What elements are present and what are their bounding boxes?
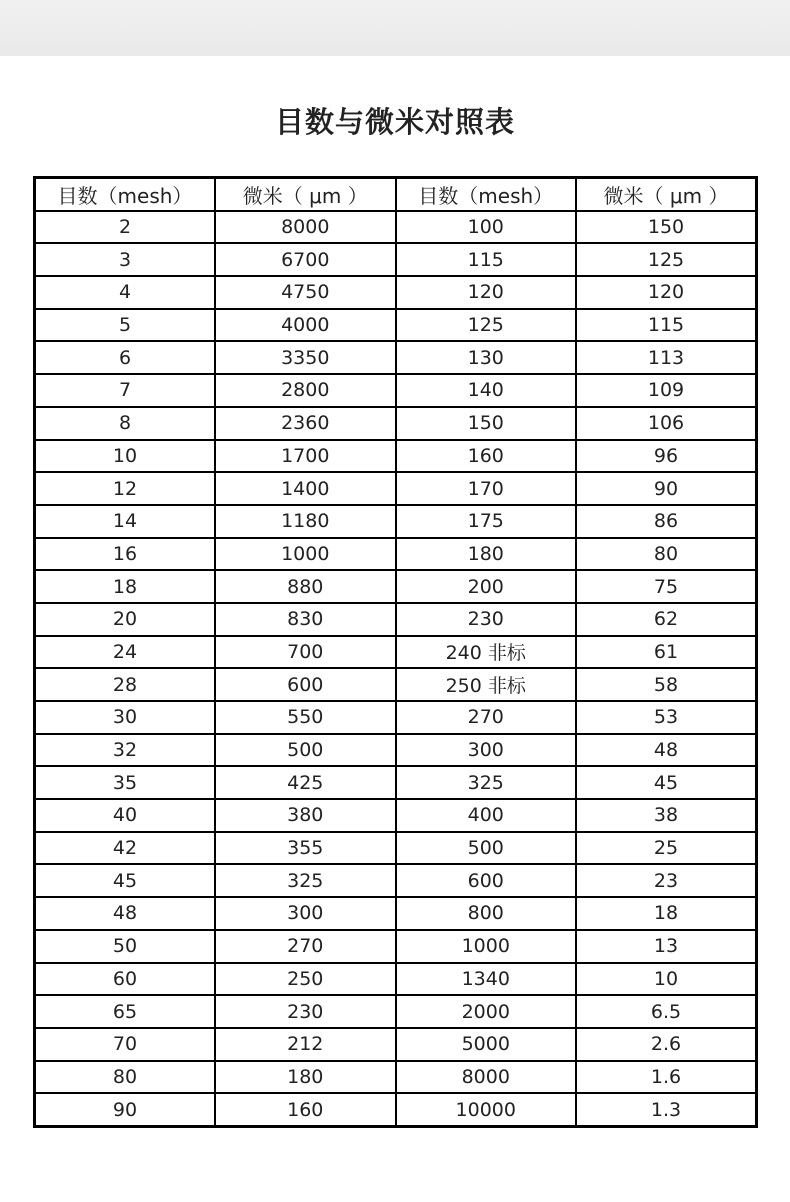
cell-mesh-left: 4 xyxy=(35,276,216,309)
table-row xyxy=(35,963,757,996)
cell-mesh-left: 14 xyxy=(35,505,216,538)
cell-micron-left: 4750 xyxy=(215,276,396,309)
header-micron-right: 微米（ μm ） xyxy=(576,178,757,211)
cell-micron-right: 75 xyxy=(576,570,757,603)
cell-mesh-left: 35 xyxy=(35,766,216,799)
table-row xyxy=(35,440,757,473)
cell-micron-right: 96 xyxy=(576,440,757,473)
cell-micron-right: 109 xyxy=(576,374,757,407)
top-banner-band xyxy=(0,0,790,56)
cell-micron-right: 25 xyxy=(576,832,757,865)
cell-mesh-left: 12 xyxy=(35,472,216,505)
cell-micron-right: 80 xyxy=(576,538,757,571)
cell-mesh-right: 600 xyxy=(396,864,577,897)
table-row xyxy=(35,701,757,734)
table-row xyxy=(35,505,757,538)
cell-micron-left: 1000 xyxy=(215,538,396,571)
cell-micron-right: 2.6 xyxy=(576,1028,757,1061)
table-row xyxy=(35,832,757,865)
cell-mesh-right: 5000 xyxy=(396,1028,577,1061)
cell-mesh-left: 90 xyxy=(35,1093,216,1126)
table-row xyxy=(35,930,757,963)
cell-micron-left: 1700 xyxy=(215,440,396,473)
table-row xyxy=(35,309,757,342)
cell-mesh-left: 80 xyxy=(35,1061,216,1094)
table-header-row xyxy=(35,178,757,211)
cell-mesh-right: 1340 xyxy=(396,963,577,996)
cell-mesh-right: 150 xyxy=(396,407,577,440)
cell-micron-left: 4000 xyxy=(215,309,396,342)
table-row xyxy=(35,995,757,1028)
cell-micron-right: 86 xyxy=(576,505,757,538)
cell-mesh-left: 42 xyxy=(35,832,216,865)
table-row xyxy=(35,243,757,276)
cell-micron-right: 115 xyxy=(576,309,757,342)
cell-micron-left: 300 xyxy=(215,897,396,930)
cell-mesh-right: 125 xyxy=(396,309,577,342)
cell-micron-right: 150 xyxy=(576,211,757,244)
cell-mesh-left: 45 xyxy=(35,864,216,897)
cell-mesh-left: 7 xyxy=(35,374,216,407)
cell-micron-right: 10 xyxy=(576,963,757,996)
table-row xyxy=(35,407,757,440)
cell-micron-right: 45 xyxy=(576,766,757,799)
cell-mesh-right: 115 xyxy=(396,243,577,276)
table-row xyxy=(35,1028,757,1061)
table-row xyxy=(35,570,757,603)
table-row xyxy=(35,538,757,571)
cell-micron-left: 3350 xyxy=(215,341,396,374)
table-row xyxy=(35,864,757,897)
cell-micron-left: 230 xyxy=(215,995,396,1028)
cell-mesh-left: 6 xyxy=(35,341,216,374)
cell-mesh-right: 800 xyxy=(396,897,577,930)
cell-micron-left: 8000 xyxy=(215,211,396,244)
table-row xyxy=(35,636,757,669)
cell-mesh-right: 200 xyxy=(396,570,577,603)
cell-micron-left: 355 xyxy=(215,832,396,865)
cell-micron-right: 90 xyxy=(576,472,757,505)
cell-mesh-right: 240 非标 xyxy=(396,636,577,669)
cell-mesh-left: 8 xyxy=(35,407,216,440)
cell-micron-left: 212 xyxy=(215,1028,396,1061)
cell-micron-right: 125 xyxy=(576,243,757,276)
cell-micron-left: 830 xyxy=(215,603,396,636)
cell-micron-right: 53 xyxy=(576,701,757,734)
cell-micron-right: 58 xyxy=(576,668,757,701)
cell-mesh-left: 24 xyxy=(35,636,216,669)
table-row xyxy=(35,734,757,767)
table-row xyxy=(35,603,757,636)
cell-mesh-left: 2 xyxy=(35,211,216,244)
cell-mesh-left: 65 xyxy=(35,995,216,1028)
cell-micron-left: 425 xyxy=(215,766,396,799)
table-row xyxy=(35,472,757,505)
cell-mesh-right: 180 xyxy=(396,538,577,571)
table-row xyxy=(35,897,757,930)
cell-mesh-right: 500 xyxy=(396,832,577,865)
cell-mesh-left: 10 xyxy=(35,440,216,473)
cell-micron-left: 2360 xyxy=(215,407,396,440)
cell-micron-right: 106 xyxy=(576,407,757,440)
cell-mesh-left: 70 xyxy=(35,1028,216,1061)
page-title: 目数与微米对照表 xyxy=(274,105,515,139)
cell-mesh-right: 8000 xyxy=(396,1061,577,1094)
cell-mesh-left: 5 xyxy=(35,309,216,342)
cell-mesh-left: 3 xyxy=(35,243,216,276)
cell-micron-left: 180 xyxy=(215,1061,396,1094)
cell-mesh-left: 32 xyxy=(35,734,216,767)
cell-mesh-left: 16 xyxy=(35,538,216,571)
cell-mesh-right: 2000 xyxy=(396,995,577,1028)
cell-micron-right: 1.6 xyxy=(576,1061,757,1094)
cell-mesh-left: 48 xyxy=(35,897,216,930)
cell-micron-right: 120 xyxy=(576,276,757,309)
cell-micron-left: 880 xyxy=(215,570,396,603)
cell-mesh-right: 400 xyxy=(396,799,577,832)
cell-micron-right: 62 xyxy=(576,603,757,636)
header-mesh-left: 目数（mesh） xyxy=(35,178,216,211)
table-row xyxy=(35,668,757,701)
cell-micron-left: 160 xyxy=(215,1093,396,1126)
cell-micron-right: 61 xyxy=(576,636,757,669)
cell-mesh-left: 40 xyxy=(35,799,216,832)
table-row xyxy=(35,341,757,374)
table-row xyxy=(35,211,757,244)
cell-micron-left: 550 xyxy=(215,701,396,734)
table-row xyxy=(35,766,757,799)
cell-mesh-right: 160 xyxy=(396,440,577,473)
cell-micron-left: 1180 xyxy=(215,505,396,538)
cell-mesh-right: 10000 xyxy=(396,1093,577,1126)
cell-mesh-right: 130 xyxy=(396,341,577,374)
cell-mesh-right: 230 xyxy=(396,603,577,636)
cell-mesh-right: 100 xyxy=(396,211,577,244)
cell-micron-left: 700 xyxy=(215,636,396,669)
cell-micron-left: 500 xyxy=(215,734,396,767)
cell-micron-right: 6.5 xyxy=(576,995,757,1028)
cell-mesh-right: 140 xyxy=(396,374,577,407)
cell-mesh-left: 60 xyxy=(35,963,216,996)
cell-micron-left: 600 xyxy=(215,668,396,701)
cell-micron-right: 23 xyxy=(576,864,757,897)
table-body xyxy=(35,211,757,1127)
cell-micron-right: 113 xyxy=(576,341,757,374)
mesh-micron-table xyxy=(33,176,758,1128)
cell-micron-left: 325 xyxy=(215,864,396,897)
cell-mesh-right: 120 xyxy=(396,276,577,309)
table-row xyxy=(35,799,757,832)
cell-micron-left: 6700 xyxy=(215,243,396,276)
table-row xyxy=(35,1093,757,1126)
cell-mesh-right: 170 xyxy=(396,472,577,505)
cell-mesh-right: 175 xyxy=(396,505,577,538)
cell-micron-left: 2800 xyxy=(215,374,396,407)
table-row xyxy=(35,374,757,407)
cell-micron-right: 48 xyxy=(576,734,757,767)
cell-micron-right: 13 xyxy=(576,930,757,963)
cell-micron-right: 38 xyxy=(576,799,757,832)
cell-micron-left: 250 xyxy=(215,963,396,996)
table-row xyxy=(35,1061,757,1094)
cell-micron-left: 1400 xyxy=(215,472,396,505)
cell-micron-right: 18 xyxy=(576,897,757,930)
cell-mesh-left: 28 xyxy=(35,668,216,701)
cell-mesh-right: 300 xyxy=(396,734,577,767)
cell-mesh-left: 50 xyxy=(35,930,216,963)
cell-micron-left: 270 xyxy=(215,930,396,963)
table-row xyxy=(35,276,757,309)
cell-micron-left: 380 xyxy=(215,799,396,832)
cell-mesh-right: 325 xyxy=(396,766,577,799)
cell-mesh-right: 270 xyxy=(396,701,577,734)
header-mesh-right: 目数（mesh） xyxy=(396,178,577,211)
cell-micron-right: 1.3 xyxy=(576,1093,757,1126)
cell-mesh-left: 30 xyxy=(35,701,216,734)
cell-mesh-left: 20 xyxy=(35,603,216,636)
cell-mesh-right: 250 非标 xyxy=(396,668,577,701)
cell-mesh-right: 1000 xyxy=(396,930,577,963)
cell-mesh-left: 18 xyxy=(35,570,216,603)
header-micron-left: 微米（ μm ） xyxy=(215,178,396,211)
